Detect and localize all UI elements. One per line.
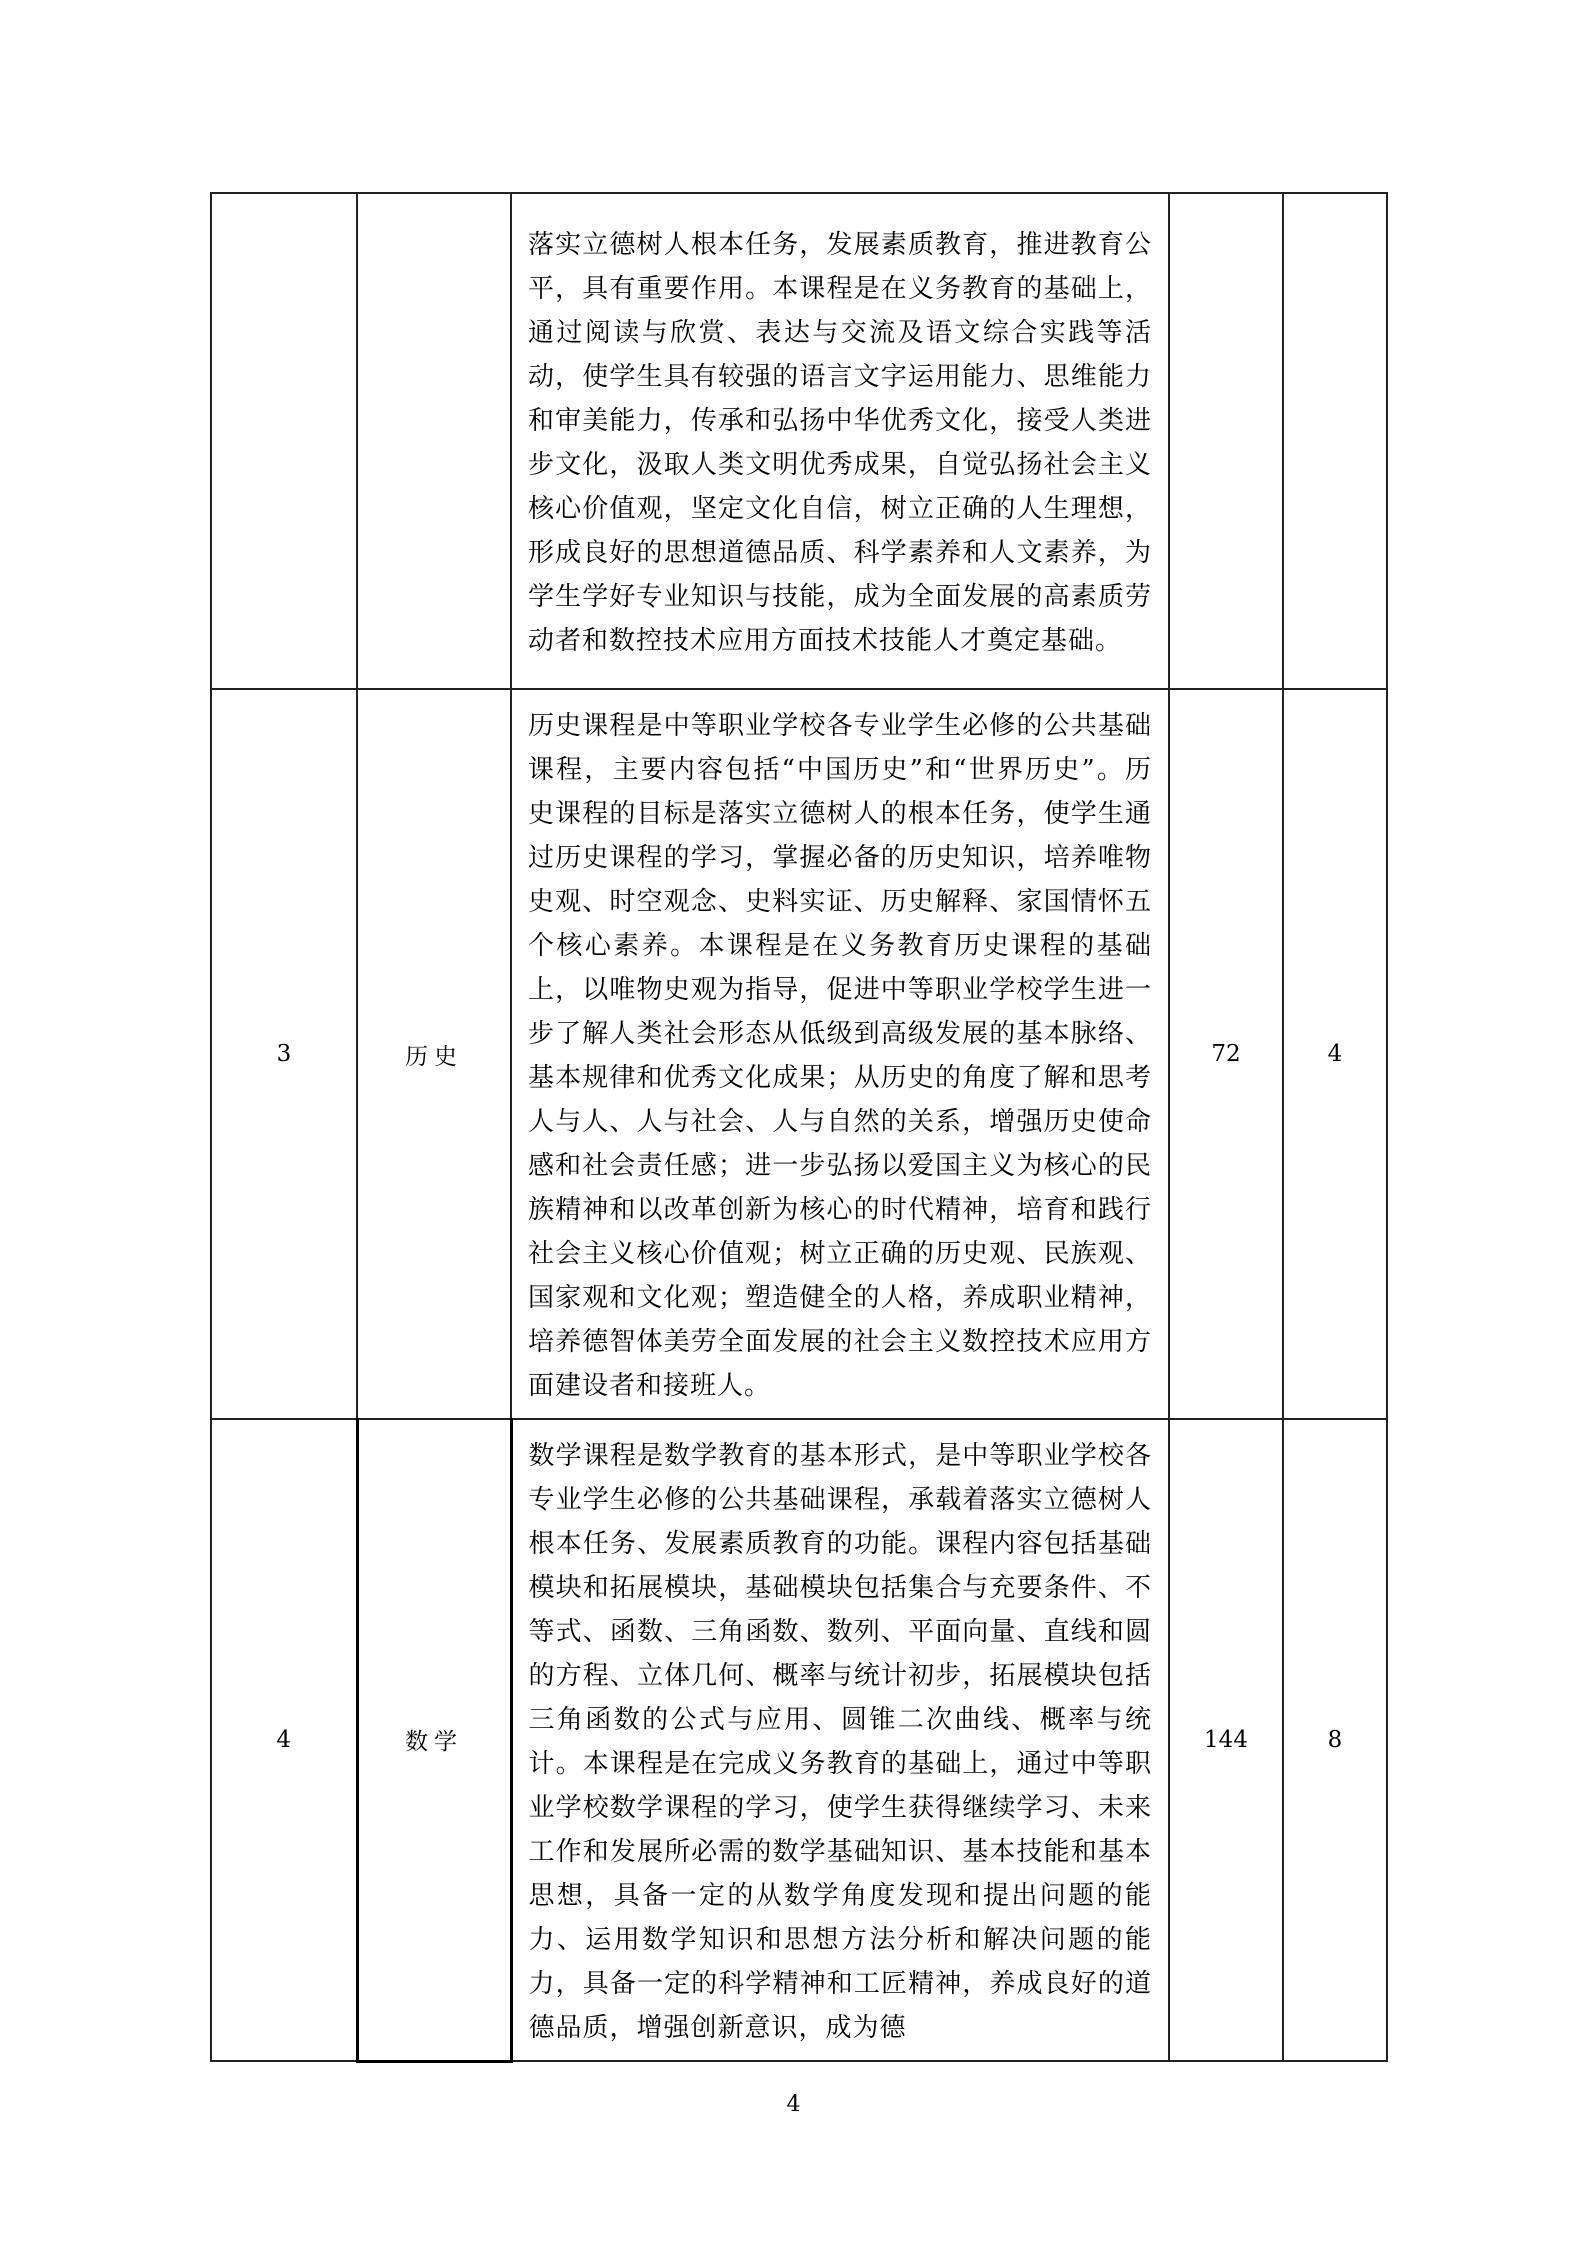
course-description-cell [511, 689, 1169, 1419]
course-number-cell: 3 [211, 689, 357, 1419]
course-name-cell: 数学 [357, 1419, 511, 2061]
page-number: 4 [786, 2092, 801, 2117]
course-name-cell [357, 193, 511, 689]
table-row [211, 689, 1387, 1419]
course-hours-cell [1169, 193, 1283, 689]
table-row [211, 1419, 1387, 2061]
course-description-text: 数学课程是数学教育的基本形式，是中等职业学校各专业学生必修的公共基础课程，承载着落实立德树人根本任务、发展素质教育的功能。课程内容包括基础模块和拓展模块，基础模块包括集合与充要条件、不等式、函数、三角函数、数列、平面向量、直线和圆的方程、立体几何、概率与统计初步，拓展模块包括三角函数的公式与应用、圆锥二次曲线、概率与统计。本课程是在完成义务教育的基础上，通过中等职业学校数学课程的学习，使学生获得继续学习、未来工作和发展所必需的数学基础知识、基本技能和基本思想，具备一定的从数学角度发现和提出问题的能力、运用数学知识和思想方法分析和解决问题的能力，具备一定的科学精神和工匠精神，养成良好的道德品质，增强创新意识，成为德 [528, 1441, 1152, 2043]
table-row [211, 193, 1387, 689]
course-credits-cell: 4 [1283, 689, 1387, 1419]
course-hours-cell: 144 [1169, 1419, 1283, 2061]
course-description-cell [511, 1419, 1169, 2061]
course-credits-cell [1283, 193, 1387, 689]
course-name-cell: 历史 [357, 689, 511, 1419]
course-description-cell [511, 193, 1169, 689]
course-credits-cell: 8 [1283, 1419, 1387, 2061]
course-table [210, 192, 1388, 2063]
course-number-cell [211, 193, 357, 689]
course-hours-cell: 72 [1169, 689, 1283, 1419]
course-description-text: 历史课程是中等职业学校各专业学生必修的公共基础课程，主要内容包括“中国历史”和“世界历史”。历史课程的目标是落实立德树人的根本任务，使学生通过历史课程的学习，掌握必备的历史知识，培养唯物史观、时空观念、史料实证、历史解释、家国情怀五个核心素养。本课程是在义务教育历史课程的基础上，以唯物史观为指导，促进中等职业学校学生进一步了解人类社会形态从低级到高级发展的基本脉络、基本规律和优秀文化成果；从历史的角度了解和思考人与人、人与社会、人与自然的关系，增强历史使命感和社会责任感；进一步弘扬以爱国主义为核心的民族精神和以改革创新为核心的时代精神，培育和践行社会主义核心价值观；树立正确的历史观、民族观、国家观和文化观；塑造健全的人格，养成职业精神，培养德智体美劳全面发展的社会主义数控技术应用方面建设者和接班人。 [528, 711, 1152, 1401]
course-number-cell: 4 [211, 1419, 357, 2061]
course-description-text: 落实立德树人根本任务，发展素质教育，推进教育公平，具有重要作用。本课程是在义务教育的基础上，通过阅读与欣赏、表达与交流及语文综合实践等活动，使学生具有较强的语言文字运用能力、思维能力和审美能力，传承和弘扬中华优秀文化，接受人类进步文化，汲取人类文明优秀成果，自觉弘扬社会主义核心价值观，坚定文化自信，树立正确的人生理想，形成良好的思想道德品质、科学素养和人文素养，为学生学好专业知识与技能，成为全面发展的高素质劳动者和数控技术应用方面技术技能人才奠定基础。 [528, 230, 1152, 656]
